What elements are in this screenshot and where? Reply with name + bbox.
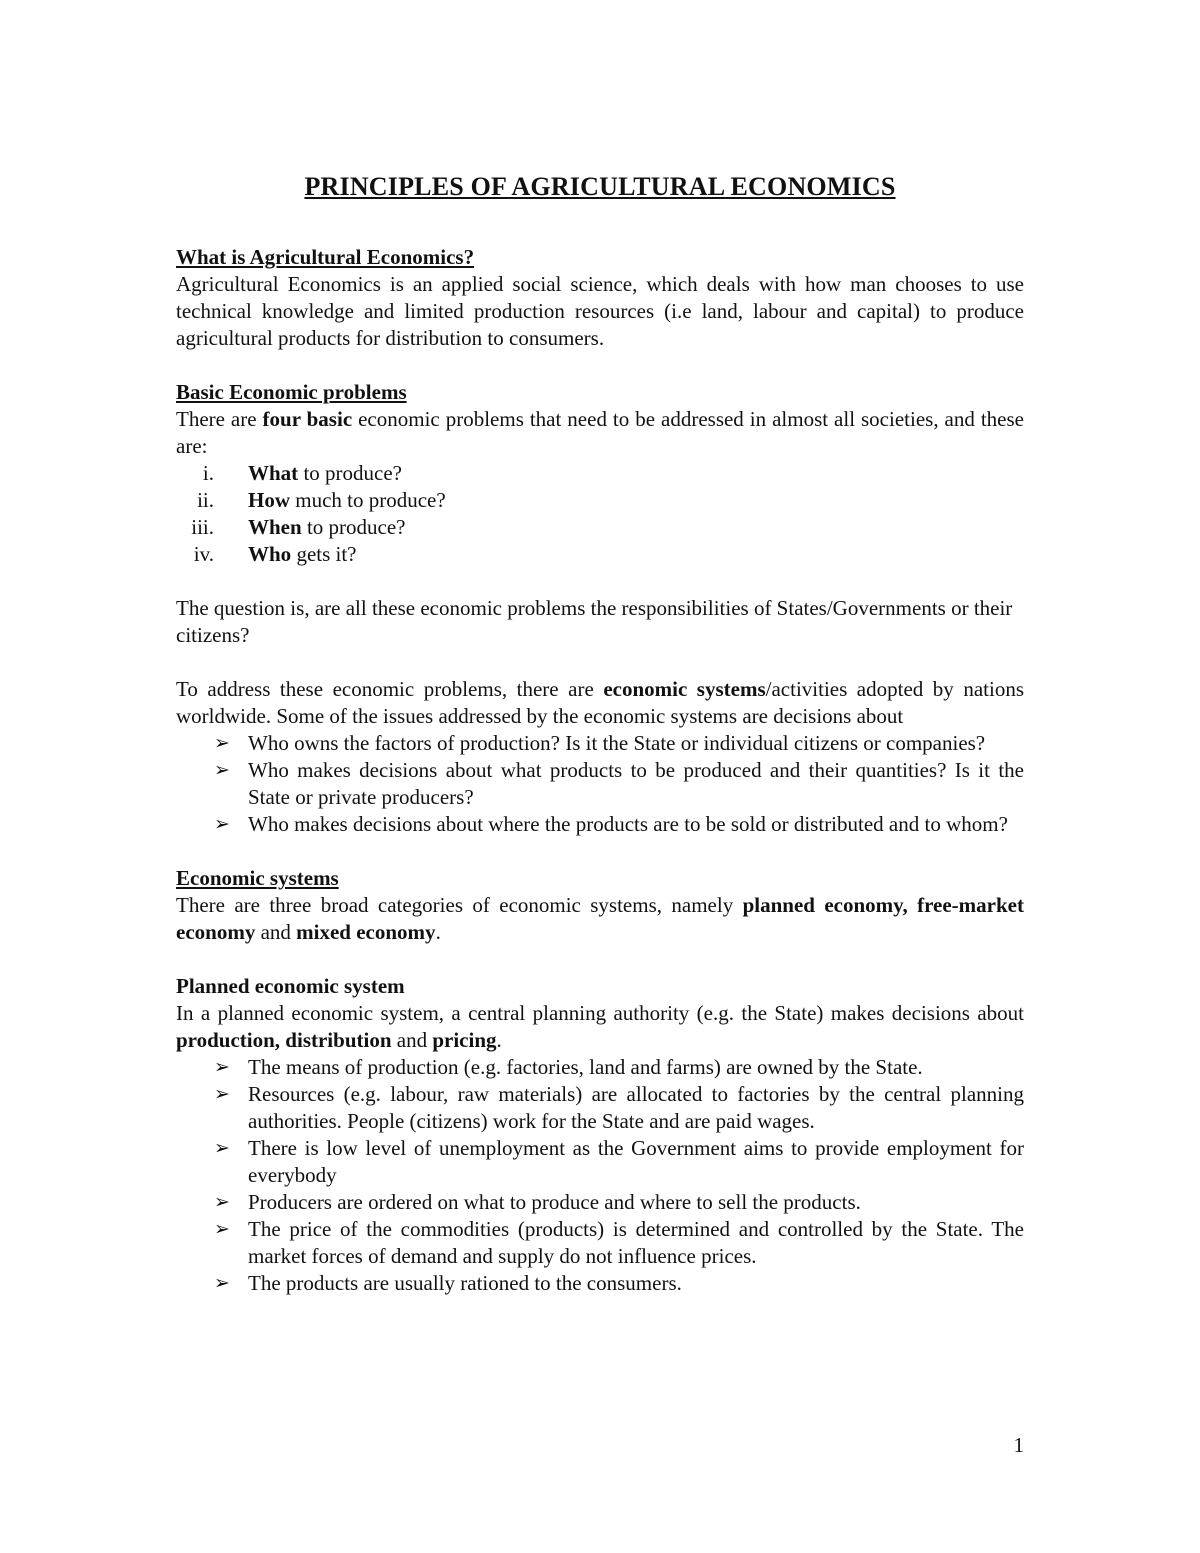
page-number: 1 — [1013, 1433, 1024, 1457]
list-number: ii. — [197, 488, 214, 512]
arrowhead-bullet-icon: ➢ — [214, 1138, 230, 1159]
list-item: ➢ There is low level of unemployment as the Government aims to provide employment for everybody — [214, 1136, 1024, 1187]
section-heading-economic-systems: Economic systems — [176, 866, 339, 890]
section-heading-what-is: What is Agricultural Economics? — [176, 245, 475, 269]
document-title: PRINCIPLES OF AGRICULTURAL ECONOMICS — [304, 172, 896, 201]
planned-system-intro: In a planned economic system, a central planning authority (e.g. the State) makes decisions about production, distribution and pricing. — [176, 1001, 1024, 1052]
list-item: i. What to produce? — [176, 460, 1024, 487]
arrowhead-bullet-icon: ➢ — [214, 760, 230, 781]
list-item: ➢ Who makes decisions about what products to be produced and their quantities? Is it the State or private producers? — [214, 758, 1024, 809]
list-number: i. — [202, 461, 214, 485]
list-item: ➢ Who owns the factors of production? Is it the State or individual citizens or companies? — [214, 731, 986, 755]
list-item: ii. How much to produce? — [176, 487, 1024, 514]
list-item: iv. Who gets it? — [176, 541, 1024, 568]
basic-problems-list — [176, 460, 1024, 568]
list-item: ➢ The products are usually rationed to the consumers. — [214, 1271, 682, 1295]
section-heading-planned-system: Planned economic system — [176, 974, 405, 998]
arrowhead-bullet-icon: ➢ — [214, 1057, 230, 1078]
section-heading-basic-problems: Basic Economic problems — [176, 380, 407, 404]
arrowhead-bullet-icon: ➢ — [214, 1219, 230, 1240]
list-item: ➢ Who makes decisions about where the products are to be sold or distributed and to whom? — [214, 812, 1008, 836]
arrowhead-bullet-icon: ➢ — [214, 1273, 230, 1294]
list-item: ➢ The means of production (e.g. factories, land and farms) are owned by the State. — [214, 1055, 923, 1079]
list-item: iii. When to produce? — [176, 514, 1024, 541]
decisions-bullet-list — [176, 730, 1024, 838]
list-item: ➢ Producers are ordered on what to produce and where to sell the products. — [214, 1190, 861, 1214]
arrowhead-bullet-icon: ➢ — [214, 814, 230, 835]
list-item: ➢ Resources (e.g. labour, raw materials) are allocated to factories by the central planning authorities. People (citizens) work for the State and are paid wages. — [214, 1082, 1024, 1133]
list-number: iii. — [191, 515, 214, 539]
arrowhead-bullet-icon: ➢ — [214, 1192, 230, 1213]
arrowhead-bullet-icon: ➢ — [214, 733, 230, 754]
arrowhead-bullet-icon: ➢ — [214, 1084, 230, 1105]
economic-systems-intro: To address these economic problems, there are economic systems/activities adopted by nations worldwide. Some of the issues addressed by the economic systems are decisions about — [176, 677, 1024, 728]
list-number: iv. — [193, 542, 214, 566]
planned-system-bullet-list — [176, 1054, 1024, 1297]
economic-systems-paragraph: There are three broad categories of economic systems, namely planned economy, free-market economy and mixed economy. — [176, 893, 1024, 944]
list-item: ➢ The price of the commodities (products) is determined and controlled by the State. The market forces of demand and supply do not influence prices. — [214, 1217, 1024, 1268]
basic-problems-intro: There are four basic economic problems that need to be addressed in almost all societies, and these are: — [176, 407, 1024, 458]
question-paragraph: The question is, are all these economic problems the responsibilities of States/Governments or their citizens? — [176, 596, 1013, 647]
document-body — [176, 244, 1024, 1297]
definition-paragraph: Agricultural Economics is an applied social science, which deals with how man chooses to use technical knowledge and limited production resources (i.e land, labour and capital) to produce agricultural products for distribution to consumers. — [176, 272, 1024, 350]
